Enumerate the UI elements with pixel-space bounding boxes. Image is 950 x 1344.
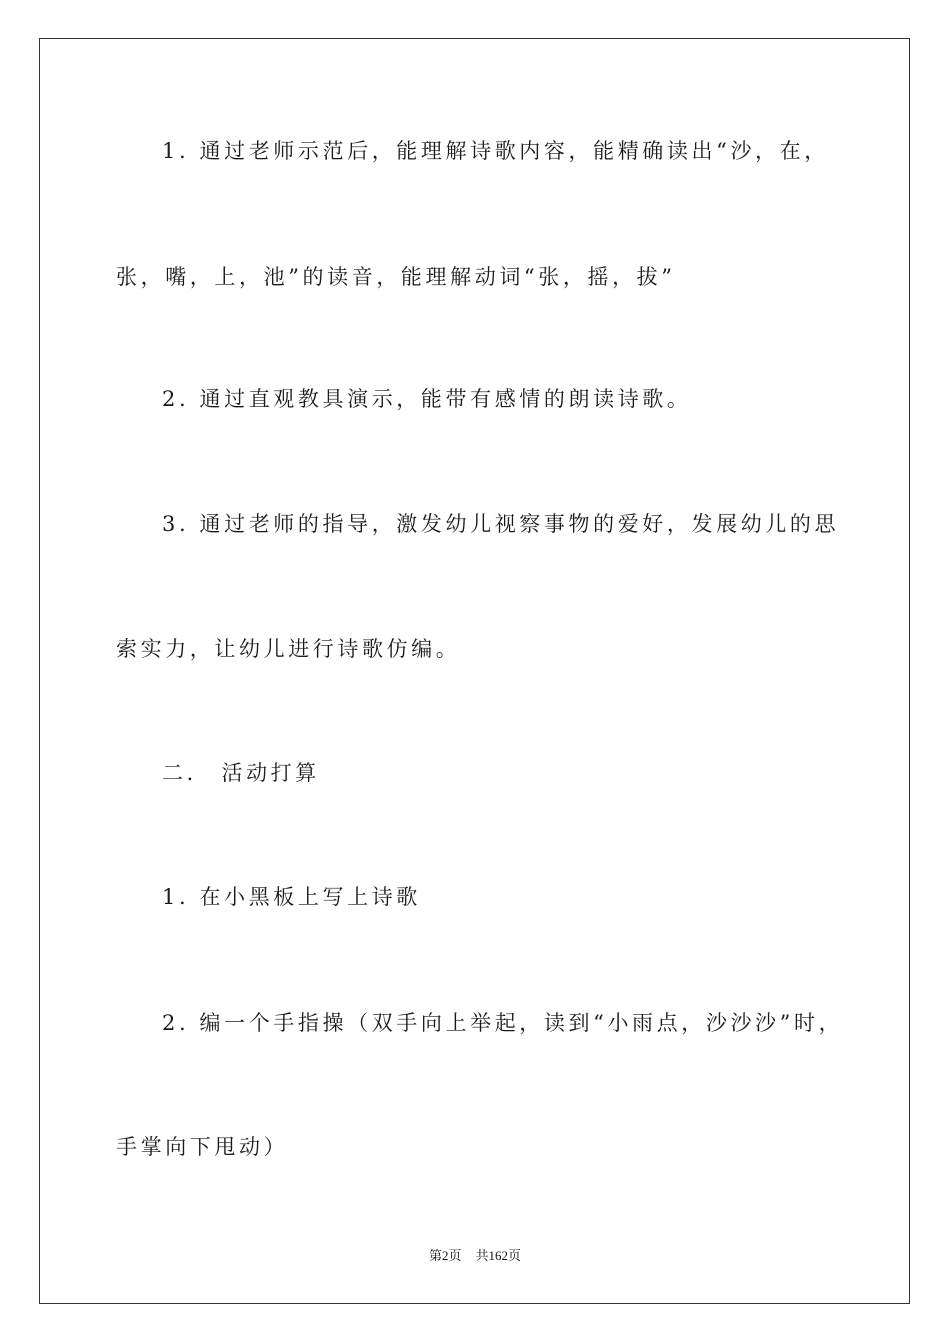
preparation-item-2-line-2: 手掌向下甩动）: [116, 1135, 289, 1159]
preparation-item-2-line-1: 2. 编一个手指操（双手向上举起，读到“小雨点，沙沙沙”时，: [162, 1011, 844, 1035]
objective-3-line-2: 索实力，让幼儿进行诗歌仿编。: [116, 637, 461, 661]
objective-1-line-2: 张，嘴，上，池”的读音，能理解动词“张，摇，拔”: [116, 265, 676, 289]
page-number: 第2页: [428, 1248, 462, 1263]
page-border: [39, 38, 910, 1304]
preparation-item-1: 1. 在小黑板上写上诗歌: [162, 885, 421, 909]
objective-3-line-1: 3. 通过老师的指导，激发幼儿视察事物的爱好，发展幼儿的思: [162, 512, 840, 536]
section-heading-preparation: 二． 活动打算: [162, 761, 320, 785]
page-footer: [0, 1248, 950, 1264]
objective-1-line-1: 1. 通过老师示范后，能理解诗歌内容，能精确读出“沙，在，: [162, 139, 829, 163]
total-pages: 共162页: [475, 1248, 522, 1263]
objective-2: 2. 通过直观教具演示，能带有感情的朗读诗歌。: [162, 387, 692, 411]
